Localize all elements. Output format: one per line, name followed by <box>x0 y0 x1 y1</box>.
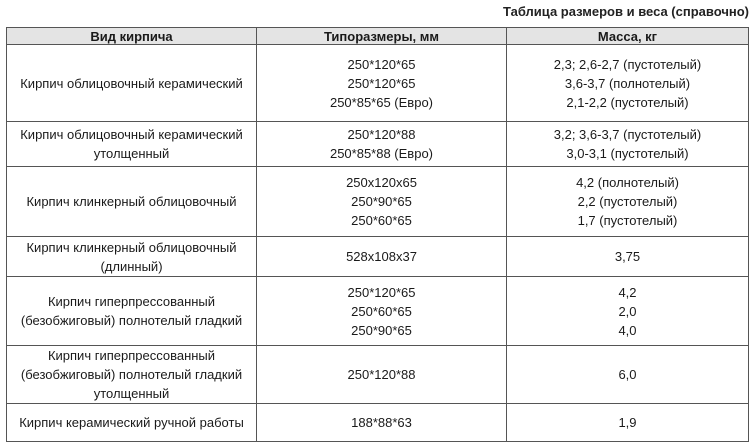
sizes-cell <box>257 277 507 346</box>
table-row <box>7 346 749 404</box>
mass-cell <box>507 45 749 122</box>
brick-type-cell: Кирпич гиперпрессованный (безобжиговый) полнотелый гладкий <box>7 277 257 346</box>
mass-cell <box>507 277 749 346</box>
size-value: 250x120x65 <box>346 175 417 190</box>
size-value: 250*120*88 <box>347 127 416 142</box>
header-sizes: Типоразмеры, мм <box>257 28 507 45</box>
size-value: 250*120*65 <box>347 75 416 91</box>
sizes-cell <box>257 122 507 167</box>
mass-value: 2,1-2,2 (пустотелый) <box>566 94 689 110</box>
mass-value: 2,2 (пустотелый) <box>577 194 678 209</box>
mass-value: 1,7 (пустотелый) <box>577 213 678 228</box>
brick-type-cell: Кирпич гиперпрессованный (безобжиговый) полнотелый гладкий утолщенный <box>7 346 257 404</box>
brick-size-weight-table <box>6 27 749 442</box>
header-brick-type: Вид кирпича <box>7 28 257 45</box>
mass-value: 4,2 <box>618 284 637 300</box>
brick-type-cell: Кирпич клинкерный облицовочный (длинный) <box>7 237 257 277</box>
mass-cell <box>507 167 749 237</box>
mass-value: 2,3; 2,6-2,7 (пустотелый) <box>553 56 702 72</box>
size-value: 250*120*65 <box>347 284 416 300</box>
mass-value: 3,0-3,1 (пустотелый) <box>566 146 689 161</box>
brick-type-cell: Кирпич облицовочный керамический утолщенный <box>7 122 257 167</box>
sizes-cell: 528x108x37 <box>257 237 507 277</box>
mass-value: 3,6-3,7 (полнотелый) <box>564 75 691 91</box>
table-row <box>7 237 749 277</box>
size-value: 250*120*65 <box>347 56 416 72</box>
table-row <box>7 122 749 167</box>
mass-value: 3,2; 3,6-3,7 (пустотелый) <box>553 127 702 142</box>
size-value: 250*90*65 <box>351 322 412 338</box>
table-caption: Таблица размеров и веса (справочно) <box>503 4 749 19</box>
sizes-cell: 188*88*63 <box>257 404 507 442</box>
mass-cell: 1,9 <box>507 404 749 442</box>
size-value: 250*90*65 <box>351 194 412 209</box>
header-mass: Масса, кг <box>507 28 749 45</box>
size-value: 250*85*65 (Евро) <box>329 94 434 110</box>
table-row <box>7 277 749 346</box>
brick-type-cell: Кирпич облицовочный керамический <box>7 45 257 122</box>
mass-cell <box>507 122 749 167</box>
size-value: 250*60*65 <box>351 213 412 228</box>
size-value: 250*60*65 <box>351 303 412 319</box>
mass-cell: 6,0 <box>507 346 749 404</box>
mass-value: 4,0 <box>618 322 637 338</box>
brick-type-cell: Кирпич керамический ручной работы <box>7 404 257 442</box>
mass-value: 4,2 (полнотелый) <box>576 175 679 190</box>
brick-type-cell: Кирпич клинкерный облицовочный <box>7 167 257 237</box>
sizes-cell <box>257 45 507 122</box>
table-row <box>7 45 749 122</box>
mass-cell: 3,75 <box>507 237 749 277</box>
size-value: 250*85*88 (Евро) <box>329 146 434 161</box>
table-row <box>7 167 749 237</box>
table-header-row <box>7 28 749 45</box>
table-row <box>7 404 749 442</box>
mass-value: 2,0 <box>618 303 637 319</box>
sizes-cell: 250*120*88 <box>257 346 507 404</box>
sizes-cell <box>257 167 507 237</box>
